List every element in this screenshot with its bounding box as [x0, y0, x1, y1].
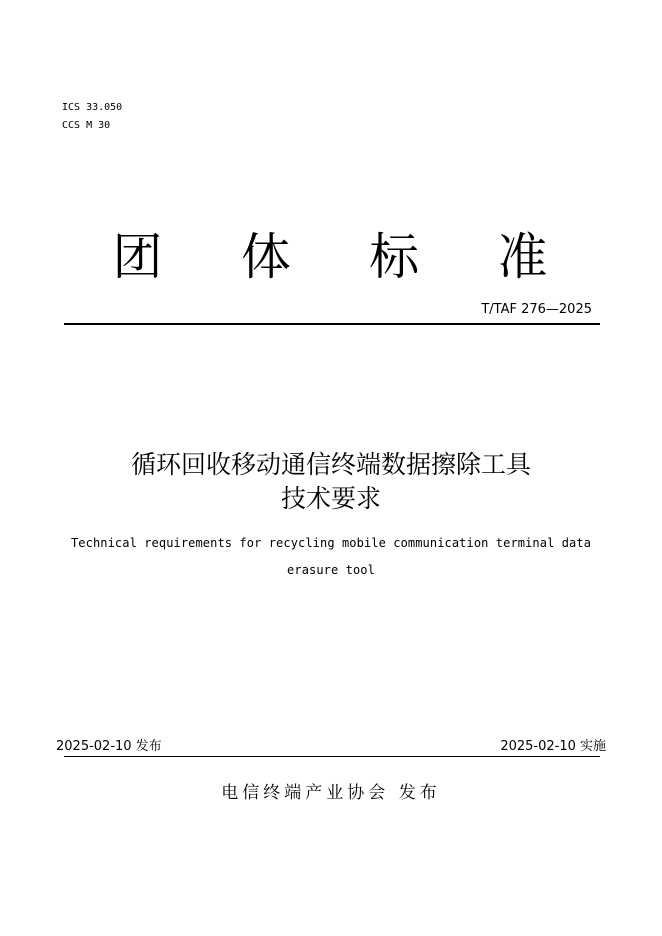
- title-char-3: 标: [369, 228, 420, 286]
- ics-code: ICS 33.050: [62, 102, 123, 113]
- ccs-code: CCS M 30: [62, 120, 111, 131]
- standard-code: T/TAF 276—2025: [481, 302, 592, 317]
- chinese-title: [0, 448, 662, 516]
- publish-date: 2025-02-10 发布: [56, 739, 162, 754]
- bottom-divider: [64, 756, 600, 757]
- implementation-date: 2025-02-10 实施: [500, 739, 606, 754]
- publisher: 电信终端产业协会 发布: [221, 783, 441, 803]
- top-divider: [64, 323, 600, 325]
- english-title-line-2: erasure tool: [287, 563, 375, 577]
- english-title-line-1: Technical requirements for recycling mobile communication terminal data: [70, 536, 592, 550]
- english-title: [40, 530, 622, 584]
- chinese-title-line-1: 循环回收移动通信终端数据擦除工具: [130, 450, 531, 479]
- classification-codes: [62, 99, 122, 135]
- title-char-4: 准: [497, 228, 548, 286]
- title-char-2: 体: [240, 228, 291, 286]
- document-type-title: [100, 222, 560, 292]
- title-char-1: 团: [112, 228, 163, 286]
- chinese-title-line-2: 技术要求: [280, 484, 381, 513]
